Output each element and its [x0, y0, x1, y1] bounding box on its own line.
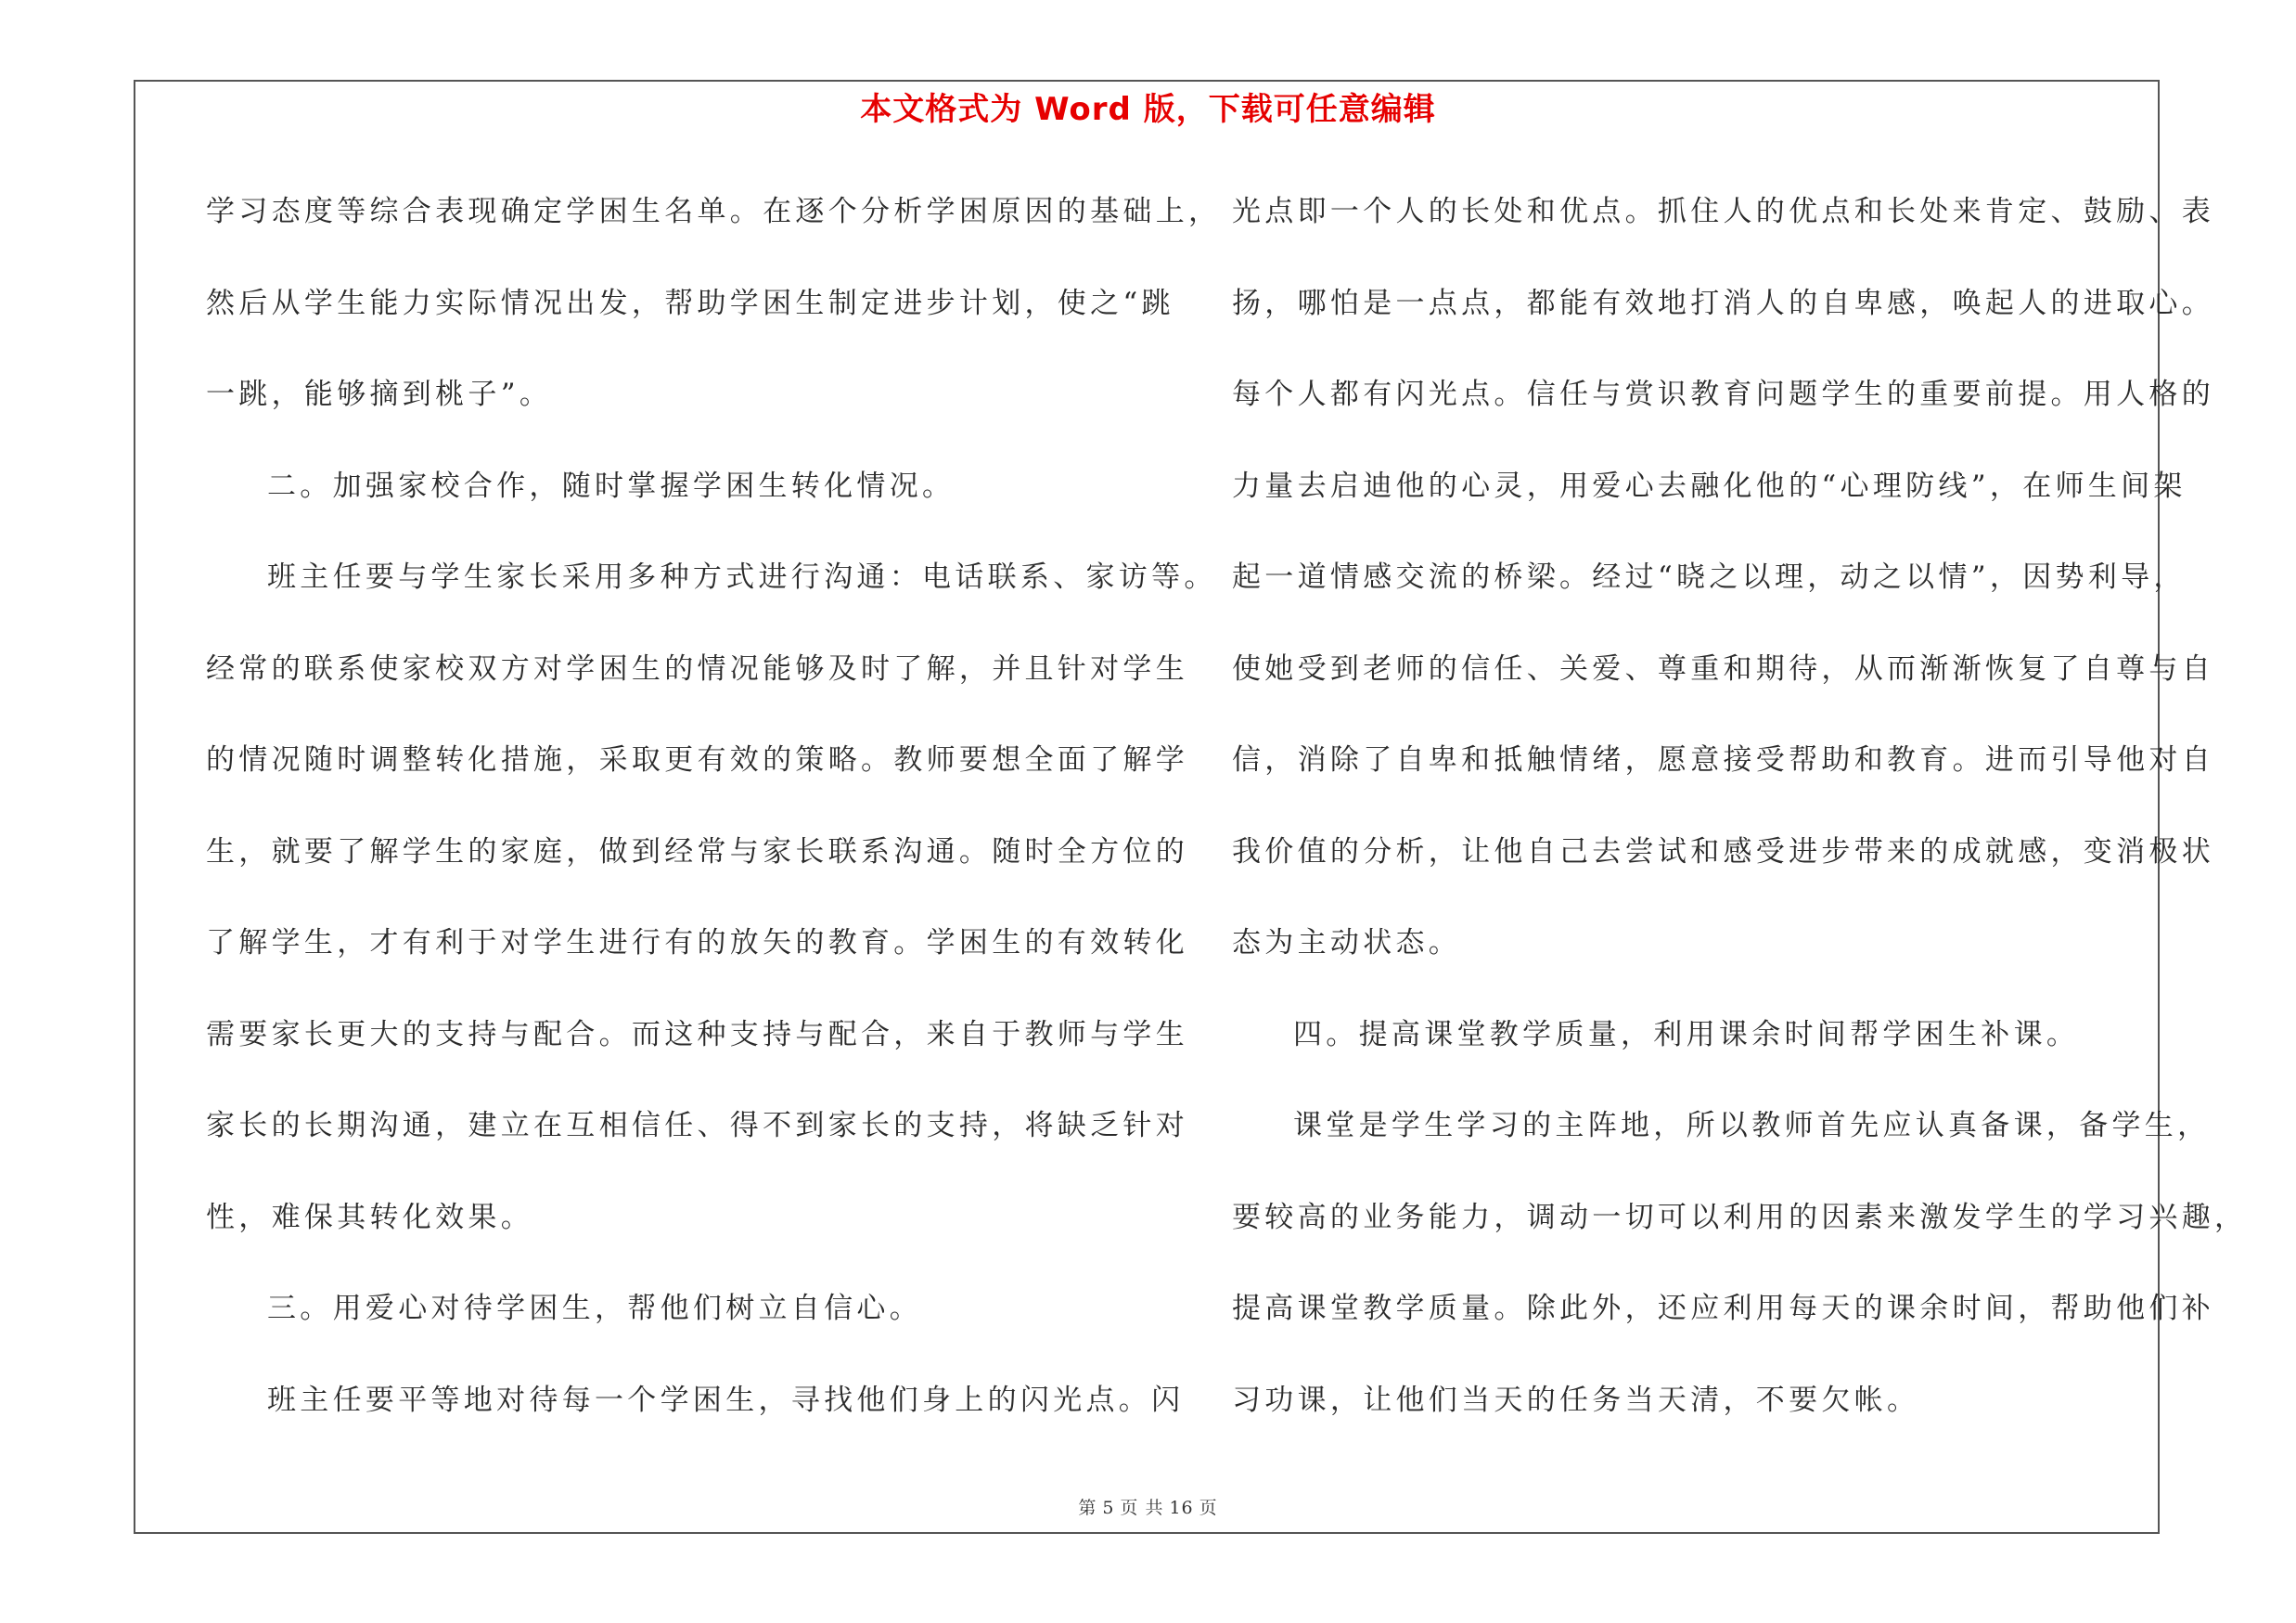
text-line: 态为主动状态。	[1232, 926, 1462, 960]
footer-suffix: 页	[1199, 1498, 1218, 1518]
text-line: 班主任要与学生家长采用多种方式进行沟通：电话联系、家访等。	[267, 560, 1217, 594]
text-line: 起一道情感交流的桥梁。经过“晓之以理，动之以情”，因势利导，	[1232, 560, 2187, 594]
text-line: 一跳，能够摘到桃子”。	[206, 378, 553, 411]
text-line: 需要家长更大的支持与配合。而这种支持与配合，来自于教师与学生	[206, 1017, 1188, 1051]
right-text-column	[1232, 176, 2248, 1456]
text-line: 提高课堂教学质量。除此外，还应利用每天的课余时间，帮助他们补	[1232, 1292, 2214, 1325]
footer-middle: 页 共	[1120, 1498, 1164, 1518]
text-line: 家长的长期沟通，建立在互相信任、得不到家长的支持，将缺乏针对	[206, 1109, 1188, 1142]
word-format-banner: 本文格式为 Word 版，下载可任意编辑	[860, 91, 1436, 128]
text-line: 学习态度等综合表现确定学困生名单。在逐个分析学困原因的基础上，	[206, 195, 1222, 228]
total-page-count: 16	[1169, 1498, 1194, 1518]
text-line: 经常的联系使家校双方对学困生的情况能够及时了解，并且针对学生	[206, 651, 1188, 686]
text-line: 三。用爱心对待学困生，帮他们树立自信心。	[267, 1292, 922, 1325]
text-line: 然后从学生能力实际情况出发，帮助学困生制定进步计划，使之“跳	[206, 286, 1174, 320]
footer-prefix: 第	[1078, 1498, 1097, 1518]
text-line: 要较高的业务能力，调动一切可以利用的因素来激发学生的学习兴趣，	[1232, 1200, 2248, 1234]
text-line: 四。提高课堂教学质量，利用课余时间帮学困生补课。	[1293, 1017, 2080, 1051]
text-line: 力量去启迪他的心灵，用爱心去融化他的“心理防线”，在师生间架	[1232, 469, 2187, 503]
text-line: 课堂是学生学习的主阵地，所以教师首先应认真备课，备学生，	[1293, 1109, 2211, 1142]
text-line: 习功课，让他们当天的任务当天清，不要欠帐。	[1232, 1383, 1920, 1417]
text-line: 使她受到老师的信任、关爱、尊重和期待，从而渐渐恢复了自尊与自	[1232, 651, 2214, 686]
text-line: 扬，哪怕是一点点，都能有效地打消人的自卑感，唤起人的进取心。	[1232, 286, 2214, 320]
text-line: 信，消除了自卑和抵触情绪，愿意接受帮助和教育。进而引导他对自	[1232, 743, 2214, 777]
text-line: 性，难保其转化效果。	[206, 1200, 533, 1234]
left-text-column	[206, 176, 1222, 1456]
text-line: 生，就要了解学生的家庭，做到经常与家长联系沟通。随时全方位的	[206, 834, 1188, 869]
text-line: 了解学生，才有利于对学生进行有的放矢的教育。学困生的有效转化	[206, 926, 1188, 960]
text-line: 班主任要平等地对待每一个学困生，寻找他们身上的闪光点。闪	[267, 1383, 1185, 1417]
current-page-number: 5	[1102, 1498, 1115, 1518]
page-footer	[0, 1494, 2296, 1519]
text-line: 的情况随时调整转化措施，采取更有效的策略。教师要想全面了解学	[206, 743, 1188, 777]
text-line: 光点即一个人的长处和优点。抓住人的优点和长处来肯定、鼓励、表	[1232, 195, 2214, 228]
text-line: 我价值的分析，让他自己去尝试和感受进步带来的成就感，变消极状	[1232, 834, 2214, 869]
text-line: 每个人都有闪光点。信任与赏识教育问题学生的重要前提。用人格的	[1232, 378, 2214, 411]
text-line: 二。加强家校合作，随时掌握学困生转化情况。	[267, 469, 956, 503]
